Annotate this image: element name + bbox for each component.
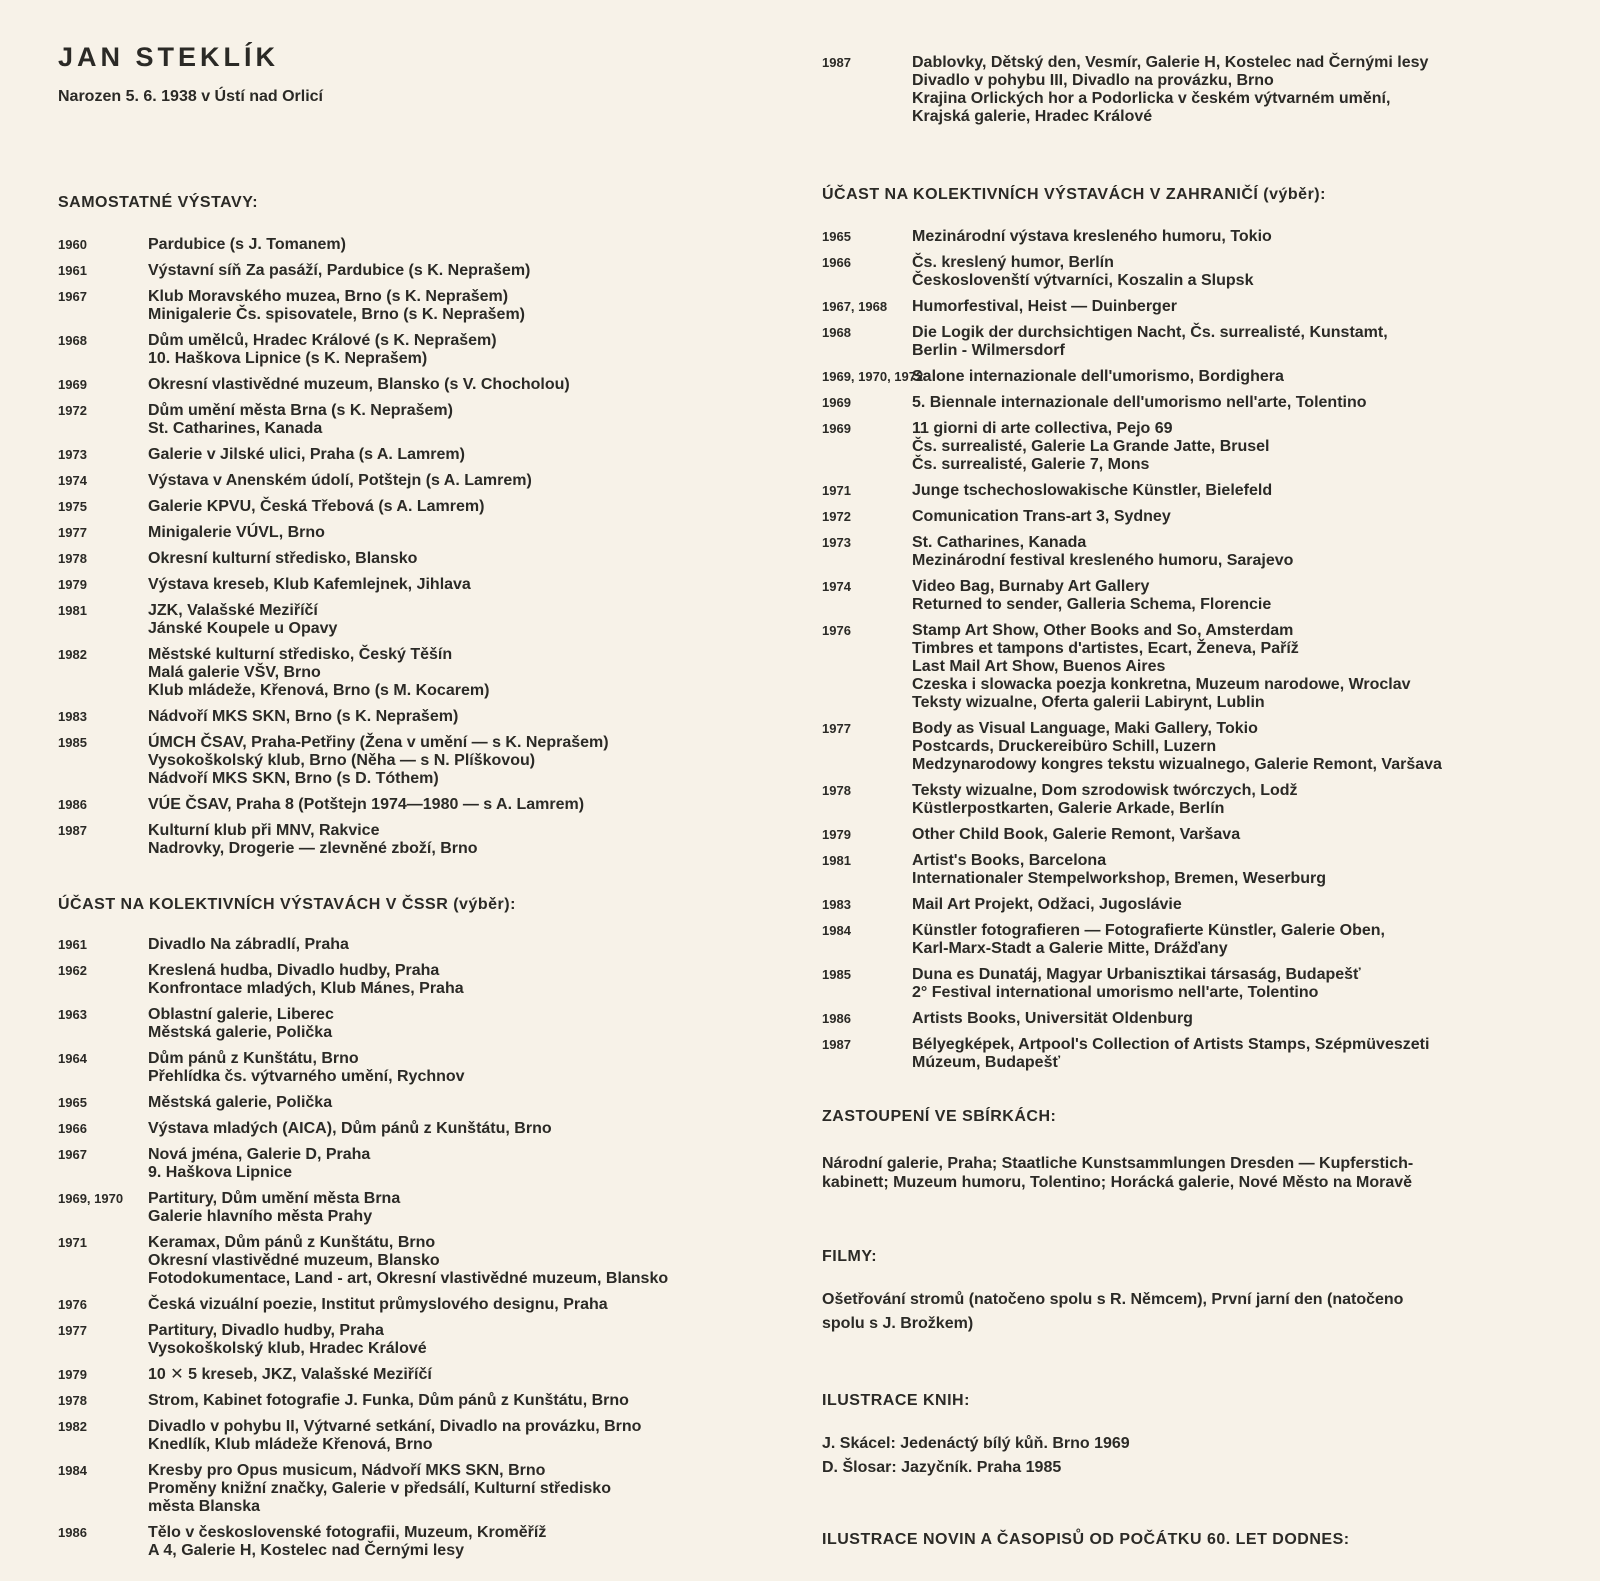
entry-text — [912, 966, 1557, 1002]
entry-line: Divadlo Na zábradlí, Praha — [148, 936, 349, 953]
entry-line: 9. Haškova Lipnice — [148, 1164, 293, 1181]
entry-year: 1974 — [822, 579, 851, 594]
entry-year: 1971 — [58, 1235, 87, 1250]
entry-line: Klub mládeže, Křenová, Brno (s M. Kocarem) — [148, 682, 490, 699]
exhibition-entry — [58, 1190, 788, 1226]
entry-line: Postcards, Druckereibüro Schill, Luzern — [912, 738, 1217, 755]
entry-year: 1982 — [58, 1419, 87, 1434]
entry-text — [148, 1418, 788, 1454]
exhibition-entry — [822, 896, 1557, 914]
entry-text — [148, 796, 788, 814]
entry-text — [148, 1050, 788, 1086]
exhibition-entry — [822, 578, 1557, 614]
entry-line: JZK, Valašské Meziříčí — [148, 602, 318, 619]
book-illustrations-title: ILUSTRACE KNIH: — [822, 1392, 970, 1409]
exhibition-entry — [822, 534, 1557, 570]
exhibition-entry — [58, 646, 788, 700]
entry-line: Artist's Books, Barcelona — [912, 852, 1107, 869]
entry-line: Dům umění města Brna (s K. Neprašem) — [148, 402, 453, 419]
entry-line: Nádvoří MKS SKN, Brno (s K. Neprašem) — [148, 708, 459, 725]
exhibition-entry — [58, 1120, 788, 1138]
entry-year: 1971 — [822, 483, 851, 498]
entry-year: 1963 — [58, 1007, 87, 1022]
entry-text — [912, 922, 1557, 958]
book-illustration-item: D. Šlosar: Jazyčník. Praha 1985 — [822, 1459, 1062, 1476]
films-title: FILMY: — [822, 1248, 878, 1265]
entry-text — [148, 576, 788, 594]
entry-year: 1973 — [822, 535, 851, 550]
entry-year: 1986 — [58, 797, 87, 812]
entry-line: Last Mail Art Show, Buenos Aires — [912, 658, 1166, 675]
entry-line: Minigalerie VÚVL, Brno — [148, 524, 325, 541]
entry-line: Městská galerie, Polička — [148, 1024, 333, 1041]
entry-year: 1967 — [58, 289, 87, 304]
exhibition-entry — [58, 288, 788, 324]
entry-year: 1969 — [58, 377, 87, 392]
exhibition-entry — [822, 482, 1557, 500]
abroad-exhibitions-title: ÚČAST NA KOLEKTIVNÍCH VÝSTAVÁCH V ZAHRANIČÍ (výběr): — [822, 186, 1326, 203]
entry-text — [148, 1146, 788, 1182]
entry-text — [912, 720, 1557, 774]
entry-line: VÚE ČSAV, Praha 8 (Potštejn 1974—1980 — s A. Lamrem) — [148, 796, 585, 813]
entry-year: 1964 — [58, 1051, 87, 1066]
entry-line: Teksty wizualne, Oferta galerii Labirynt, Lublin — [912, 694, 1265, 711]
entry-line: 11 giorni di arte collectiva, Pejo 69 — [912, 420, 1173, 437]
entry-line: 10. Haškova Lipnice (s K. Neprašem) — [148, 350, 428, 367]
entry-line: Okresní kulturní středisko, Blansko — [148, 550, 418, 567]
collections-text — [822, 1154, 1557, 1192]
entry-year: 1960 — [58, 237, 87, 252]
exhibition-entry — [58, 1322, 788, 1358]
abroad-exhibitions-list — [822, 228, 1557, 1080]
exhibition-entry — [822, 622, 1557, 712]
entry-text — [912, 482, 1557, 500]
entry-text — [912, 508, 1557, 526]
entry-line: Vysokoškolský klub, Brno (Něha — s N. Plíškovou) — [148, 752, 536, 769]
entry-year: 1986 — [58, 1525, 87, 1540]
cssr-exhibitions-list — [58, 936, 788, 1568]
entry-year: 1983 — [822, 897, 851, 912]
exhibition-entry — [822, 1036, 1557, 1072]
entry-text — [148, 734, 788, 788]
entry-year: 1965 — [58, 1095, 87, 1110]
entry-line: Okresní vlastivědné muzeum, Blansko — [148, 1252, 440, 1269]
entry-text — [148, 1366, 788, 1384]
entry-year: 1969, 1970, 1972 — [822, 369, 924, 384]
entry-year: 1983 — [58, 709, 87, 724]
entry-line: Česká vizuální poezie, Institut průmyslového designu, Praha — [148, 1296, 608, 1313]
entry-year: 1966 — [822, 255, 851, 270]
entry-year: 1977 — [822, 721, 851, 736]
entry-year: 1967 — [58, 1147, 87, 1162]
entry-line: St. Catharines, Kanada — [912, 534, 1087, 551]
entry-year: 1969 — [822, 395, 851, 410]
birth-info: Narozen 5. 6. 1938 v Ústí nad Orlicí — [58, 88, 323, 105]
entry-line: Výstava v Anenském údolí, Potštejn (s A. Lamrem) — [148, 472, 532, 489]
entry-line: Výstava mladých (AICA), Dům pánů z Kunštátu, Brno — [148, 1120, 552, 1137]
newspaper-illustrations-title: ILUSTRACE NOVIN A ČASOPISŮ OD POČÁTKU 60. LET DODNES: — [822, 1531, 1350, 1548]
entry-year: 1984 — [58, 1463, 87, 1478]
cssr-exhibitions-list-continued — [822, 54, 1557, 134]
exhibition-entry — [58, 936, 788, 954]
entry-text — [148, 602, 788, 638]
exhibition-entry — [58, 1050, 788, 1086]
entry-year: 1968 — [822, 325, 851, 340]
entry-text — [912, 852, 1557, 888]
entry-year: 1978 — [58, 1393, 87, 1408]
entry-line: Dům pánů z Kunštátu, Brno — [148, 1050, 359, 1067]
films-line: Ošetřování stromů (natočeno spolu s R. Němcem), První jarní den (natočeno — [822, 1291, 1404, 1308]
entry-text — [148, 550, 788, 568]
entry-text — [148, 498, 788, 516]
entry-year: 1976 — [58, 1297, 87, 1312]
entry-text — [148, 236, 788, 254]
entry-line: Künstler fotografieren — Fotografierte Künstler, Galerie Oben, — [912, 922, 1385, 939]
entry-text — [912, 324, 1557, 360]
entry-year: 1976 — [822, 623, 851, 638]
entry-year: 1972 — [58, 403, 87, 418]
entry-line: Galerie KPVU, Česká Třebová (s A. Lamrem) — [148, 498, 485, 515]
exhibition-entry — [58, 472, 788, 490]
entry-year: 1982 — [58, 647, 87, 662]
entry-year: 1985 — [58, 735, 87, 750]
films-text — [822, 1288, 1557, 1336]
entry-line: Malá galerie VŠV, Brno — [148, 664, 321, 681]
exhibition-entry — [822, 966, 1557, 1002]
entry-line: Küstlerpostkarten, Galerie Arkade, Berlín — [912, 800, 1225, 817]
entry-line: Salone internazionale dell'umorismo, Bordighera — [912, 368, 1284, 385]
entry-text — [148, 1296, 788, 1314]
exhibition-entry — [58, 1462, 788, 1516]
entry-line: Stamp Art Show, Other Books and So, Amsterdam — [912, 622, 1294, 639]
entry-year: 1979 — [58, 1367, 87, 1382]
exhibition-entry — [58, 236, 788, 254]
exhibition-entry — [58, 576, 788, 594]
entry-line: 2° Festival international umorismo nell'arte, Tolentino — [912, 984, 1319, 1001]
entry-text — [148, 708, 788, 726]
entry-text — [148, 1094, 788, 1112]
exhibition-entry — [58, 446, 788, 464]
entry-year: 1973 — [58, 447, 87, 462]
entry-line: Čs. surrealisté, Galerie La Grande Jatte, Brusel — [912, 438, 1270, 455]
entry-line: Kreslená hudba, Divadlo hudby, Praha — [148, 962, 440, 979]
entry-line: Výstava kreseb, Klub Kafemlejnek, Jihlava — [148, 576, 471, 593]
entry-year: 1987 — [822, 55, 851, 70]
entry-text — [148, 332, 788, 368]
entry-line: Karl-Marx-Stadt a Galerie Mitte, Drážďany — [912, 940, 1228, 957]
exhibition-entry — [58, 962, 788, 998]
entry-line: Keramax, Dům pánů z Kunštátu, Brno — [148, 1234, 436, 1251]
entry-text — [148, 1524, 788, 1560]
entry-line: Galerie hlavního města Prahy — [148, 1208, 373, 1225]
entry-text — [912, 228, 1557, 246]
entry-text — [148, 936, 788, 954]
entry-line: Body as Visual Language, Maki Gallery, Tokio — [912, 720, 1258, 737]
entry-year: 1975 — [58, 499, 87, 514]
entry-line: Městská galerie, Polička — [148, 1094, 333, 1111]
entry-text — [912, 54, 1557, 126]
exhibition-entry — [58, 332, 788, 368]
entry-line: Duna es Dunatáj, Magyar Urbanisztikai társaság, Budapešť — [912, 966, 1361, 983]
entry-text — [148, 822, 788, 858]
collections-line: Národní galerie, Praha; Staatliche Kunstsammlungen Dresden — Kupferstich- — [822, 1155, 1414, 1172]
entry-text — [912, 826, 1557, 844]
exhibition-entry — [58, 1524, 788, 1560]
entry-year: 1981 — [58, 603, 87, 618]
entry-year: 1978 — [822, 783, 851, 798]
entry-line: Krajská galerie, Hradec Králové — [912, 108, 1153, 125]
exhibition-entry — [822, 508, 1557, 526]
entry-line: Internationaler Stempelworkshop, Bremen, Weserburg — [912, 870, 1327, 887]
exhibition-entry — [58, 602, 788, 638]
entry-line: Humorfestival, Heist — Duinberger — [912, 298, 1177, 315]
entry-year: 1987 — [58, 823, 87, 838]
entry-year: 1981 — [822, 853, 851, 868]
entry-text — [148, 1322, 788, 1358]
entry-line: Knedlík, Klub mládeže Křenová, Brno — [148, 1436, 433, 1453]
entry-year: 1961 — [58, 263, 87, 278]
entry-line: Other Child Book, Galerie Remont, Varšava — [912, 826, 1241, 843]
entry-year: 1978 — [58, 551, 87, 566]
entry-line: Partitury, Divadlo hudby, Praha — [148, 1322, 384, 1339]
entry-text — [148, 1462, 788, 1516]
entry-line: Galerie v Jilské ulici, Praha (s A. Lamrem) — [148, 446, 465, 463]
exhibition-entry — [58, 1146, 788, 1182]
entry-line: A 4, Galerie H, Kostelec nad Černými lesy — [148, 1542, 464, 1559]
exhibition-entry — [822, 394, 1557, 412]
exhibition-entry — [58, 402, 788, 438]
entry-year: 1985 — [822, 967, 851, 982]
entry-line: St. Catharines, Kanada — [148, 420, 323, 437]
entry-text — [148, 1190, 788, 1226]
entry-text — [912, 534, 1557, 570]
entry-year: 1972 — [822, 509, 851, 524]
films-line: spolu s J. Brožkem) — [822, 1315, 974, 1332]
collections-title: ZASTOUPENÍ VE SBÍRKÁCH: — [822, 1108, 1057, 1125]
entry-text — [912, 394, 1557, 412]
exhibition-entry — [822, 254, 1557, 290]
entry-line: Pardubice (s J. Tomanem) — [148, 236, 346, 253]
exhibition-entry — [822, 720, 1557, 774]
exhibition-entry — [58, 796, 788, 814]
exhibition-entry — [58, 376, 788, 394]
exhibition-entry — [58, 1366, 788, 1384]
entry-line: Berlin - Wilmersdorf — [912, 342, 1065, 359]
entry-line: Mezinárodní festival kresleného humoru, Sarajevo — [912, 552, 1294, 569]
exhibition-entry — [822, 228, 1557, 246]
entry-text — [148, 472, 788, 490]
entry-line: Mezinárodní výstava kresleného humoru, Tokio — [912, 228, 1272, 245]
entry-text — [148, 376, 788, 394]
entry-line: Divadlo v pohybu II, Výtvarné setkání, Divadlo na provázku, Brno — [148, 1418, 642, 1435]
entry-line: Dablovky, Dětský den, Vesmír, Galerie H, Kostelec nad Černými lesy — [912, 54, 1429, 71]
entry-text — [148, 524, 788, 542]
entry-year: 1979 — [58, 577, 87, 592]
entry-line: Nová jména, Galerie D, Praha — [148, 1146, 371, 1163]
book-illustrations-list — [822, 1432, 1557, 1480]
entry-text — [912, 1036, 1557, 1072]
entry-line: Partitury, Dům umění města Brna — [148, 1190, 401, 1207]
entry-text — [912, 368, 1557, 386]
entry-line: Múzeum, Budapešť — [912, 1054, 1061, 1071]
entry-line: Okresní vlastivědné muzeum, Blansko (s V. Chocholou) — [148, 376, 570, 393]
entry-line: Kulturní klub při MNV, Rakvice — [148, 822, 380, 839]
entry-line: Returned to sender, Galleria Schema, Florencie — [912, 596, 1272, 613]
exhibition-entry — [58, 1006, 788, 1042]
entry-year: 1969 — [822, 421, 851, 436]
entry-line: 5. Biennale internazionale dell'umorismo nell'arte, Tolentino — [912, 394, 1367, 411]
entry-line: Divadlo v pohybu III, Divadlo na provázku, Brno — [912, 72, 1274, 89]
solo-exhibitions-title: SAMOSTATNÉ VÝSTAVY: — [58, 194, 259, 211]
exhibition-entry — [58, 498, 788, 516]
exhibition-entry — [58, 1094, 788, 1112]
entry-text — [148, 1234, 788, 1288]
entry-line: Die Logik der durchsichtigen Nacht, Čs. surrealisté, Kunstamt, — [912, 324, 1388, 341]
entry-text — [912, 782, 1557, 818]
entry-text — [912, 896, 1557, 914]
exhibition-entry — [822, 782, 1557, 818]
entry-text — [912, 622, 1557, 712]
entry-line: Krajina Orlických hor a Podorlicka v českém výtvarném umění, — [912, 90, 1391, 107]
exhibition-entry — [58, 524, 788, 542]
entry-line: Teksty wizualne, Dom szrodowisk twórczych, Lodž — [912, 782, 1298, 799]
entry-year: 1986 — [822, 1011, 851, 1026]
entry-line: Vysokoškolský klub, Hradec Králové — [148, 1340, 427, 1357]
entry-line: Timbres et tampons d'artistes, Ecart, Ženeva, Paříž — [912, 640, 1299, 657]
collections-line: kabinett; Muzeum humoru, Tolentino; Horácká galerie, Nové Město na Moravě — [822, 1174, 1413, 1191]
entry-line: města Blanska — [148, 1498, 261, 1515]
entry-year: 1969, 1970 — [58, 1191, 124, 1206]
exhibition-entry — [822, 324, 1557, 360]
exhibition-entry — [58, 1392, 788, 1410]
entry-line: Jánské Koupele u Opavy — [148, 620, 338, 637]
entry-line: Nadrovky, Drogerie — zlevněné zboží, Brno — [148, 840, 478, 857]
entry-year: 1961 — [58, 937, 87, 952]
entry-year: 1977 — [58, 1323, 87, 1338]
entry-year: 1966 — [58, 1121, 87, 1136]
entry-text — [912, 420, 1557, 474]
entry-line: Čs. surrealisté, Galerie 7, Mons — [912, 456, 1150, 473]
entry-line: Bélyegképek, Artpool's Collection of Artists Stamps, Szépmüveszeti — [912, 1036, 1430, 1053]
exhibition-entry — [822, 852, 1557, 888]
entry-line: Přehlídka čs. výtvarného umění, Rychnov — [148, 1068, 465, 1085]
artist-name: JAN STEKLÍK — [58, 42, 280, 72]
exhibition-entry — [58, 708, 788, 726]
exhibition-entry — [58, 734, 788, 788]
entry-line: Nádvoří MKS SKN, Brno (s D. Tóthem) — [148, 770, 439, 787]
exhibition-entry — [58, 262, 788, 280]
entry-text — [148, 1392, 788, 1410]
entry-text — [148, 962, 788, 998]
exhibition-entry — [822, 298, 1557, 316]
entry-text — [148, 646, 788, 700]
entry-text — [148, 1006, 788, 1042]
entry-line: Čs. kreslený humor, Berlín — [912, 254, 1114, 271]
entry-line: Czeska i slowacka poezja konkretna, Muzeum narodowe, Wroclav — [912, 676, 1411, 693]
solo-exhibitions-list — [58, 236, 788, 866]
entry-line: Mail Art Projekt, Odžaci, Jugoslávie — [912, 896, 1182, 913]
entry-text — [148, 262, 788, 280]
entry-year: 1979 — [822, 827, 851, 842]
entry-line: Artists Books, Universität Oldenburg — [912, 1010, 1193, 1027]
entry-line: Comunication Trans-art 3, Sydney — [912, 508, 1171, 525]
exhibition-entry — [58, 1296, 788, 1314]
entry-line: Oblastní galerie, Liberec — [148, 1006, 334, 1023]
entry-line: Video Bag, Burnaby Art Gallery — [912, 578, 1150, 595]
entry-line: Dům umělců, Hradec Králové (s K. Neprašem) — [148, 332, 497, 349]
entry-text — [912, 298, 1557, 316]
entry-line: Fotodokumentace, Land - art, Okresní vlastivědné muzeum, Blansko — [148, 1270, 669, 1287]
entry-year: 1962 — [58, 963, 87, 978]
entry-year: 1977 — [58, 525, 87, 540]
entry-text — [912, 1010, 1557, 1028]
entry-year: 1965 — [822, 229, 851, 244]
exhibition-entry — [58, 1234, 788, 1288]
book-illustration-item: J. Skácel: Jedenáctý bílý kůň. Brno 1969 — [822, 1435, 1130, 1452]
entry-line: Klub Moravského muzea, Brno (s K. Neprašem) — [148, 288, 509, 305]
entry-line: Kresby pro Opus musicum, Nádvoří MKS SKN, Brno — [148, 1462, 546, 1479]
exhibition-entry — [58, 822, 788, 858]
entry-text — [148, 402, 788, 438]
exhibition-entry — [822, 368, 1557, 386]
entry-text — [148, 1120, 788, 1138]
exhibition-entry — [822, 420, 1557, 474]
entry-year: 1974 — [58, 473, 87, 488]
entry-line: Tělo v československé fotografii, Muzeum, Kroměříž — [148, 1524, 547, 1541]
exhibition-entry — [58, 550, 788, 568]
entry-year: 1967, 1968 — [822, 299, 888, 314]
entry-text — [148, 446, 788, 464]
entry-line: 10 ✕ 5 kreseb, JKZ, Valašské Meziříčí — [148, 1366, 432, 1383]
entry-line: Proměny knižní značky, Galerie v předsálí, Kulturní středisko — [148, 1480, 611, 1497]
entry-year: 1984 — [822, 923, 851, 938]
exhibition-entry — [822, 922, 1557, 958]
exhibition-entry — [822, 826, 1557, 844]
entry-line: Výstavní síň Za pasáží, Pardubice (s K. Neprašem) — [148, 262, 531, 279]
entry-line: Městské kulturní středisko, Český Těšín — [148, 646, 453, 663]
entry-text — [912, 578, 1557, 614]
entry-line: Konfrontace mladých, Klub Mánes, Praha — [148, 980, 464, 997]
entry-line: Českoslovenští výtvarníci, Koszalin a Slupsk — [912, 272, 1254, 289]
entry-text — [912, 254, 1557, 290]
exhibition-entry — [822, 54, 1557, 126]
entry-year: 1968 — [58, 333, 87, 348]
entry-line: Junge tschechoslowakische Künstler, Bielefeld — [912, 482, 1273, 499]
entry-line: Medzynarodowy kongres tekstu wizualnego, Galerie Remont, Varšava — [912, 756, 1442, 773]
cssr-exhibitions-title: ÚČAST NA KOLEKTIVNÍCH VÝSTAVÁCH V ČSSR (výběr): — [58, 896, 516, 913]
entry-line: Minigalerie Čs. spisovatele, Brno (s K. Neprašem) — [148, 306, 526, 323]
exhibition-entry — [58, 1418, 788, 1454]
entry-line: ÚMCH ČSAV, Praha-Petřiny (Žena v umění — s K. Neprašem) — [148, 734, 609, 751]
entry-year: 1987 — [822, 1037, 851, 1052]
entry-text — [148, 288, 788, 324]
entry-line: Strom, Kabinet fotografie J. Funka, Dům pánů z Kunštátu, Brno — [148, 1392, 629, 1409]
exhibition-entry — [822, 1010, 1557, 1028]
